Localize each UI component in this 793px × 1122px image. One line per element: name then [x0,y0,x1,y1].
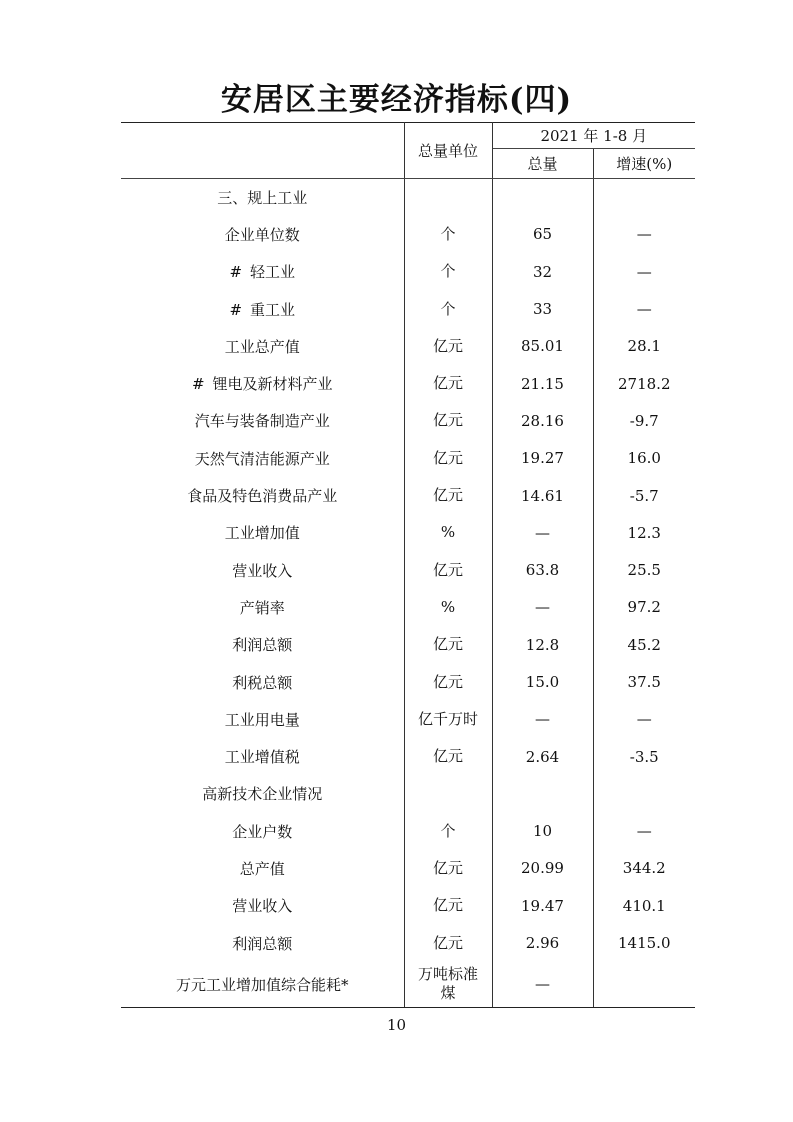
row-unit-text: % [440,523,456,542]
row-label [121,477,404,514]
row-unit-text: 亿元 [432,635,463,654]
row-growth [593,179,695,216]
row-unit-text: % [440,597,456,616]
row-label [121,290,404,327]
row-total: — [492,701,593,738]
row-label [121,962,404,1008]
row-growth [593,962,695,1008]
row-unit [404,365,492,402]
row-growth: 410.1 [622,896,666,915]
row-total: 33 [492,290,593,327]
row-growth: 45.2 [627,635,661,654]
row-label-text: 产销率 [239,598,285,617]
table-header [121,123,695,179]
table-row [121,514,695,551]
row-unit-text: 亿元 [432,560,463,579]
table-row [121,626,695,663]
table-row [121,216,695,253]
hash-marker: # [229,300,243,319]
row-label-text: 工业用电量 [224,710,300,729]
page-title: 安居区主要经济指标(四) [220,82,573,118]
table-row [121,701,695,738]
row-total: — [492,589,593,626]
table-row [121,738,695,775]
row-label-text: 工业增值税 [224,748,300,767]
row-label [121,887,404,924]
row-total [492,775,593,812]
table-body [121,179,695,1008]
row-growth: -5.7 [629,486,659,505]
hash-marker: # [229,263,243,282]
row-unit [404,402,492,439]
header-growth: 增速(%) [593,149,695,179]
table-row [121,551,695,588]
row-label-text: 企业单位数 [224,225,300,244]
table-row [121,477,695,514]
row-unit-text: 个 [440,262,456,281]
row-total: 19.27 [492,440,593,477]
row-label-text: 重工业 [250,300,296,319]
row-label [121,179,404,216]
header-unit: 总量单位 [404,123,492,179]
row-unit [404,328,492,365]
row-total: 28.16 [492,402,593,439]
header-indicator-blank [121,123,404,179]
table-row [121,962,695,1008]
row-total: 15.0 [492,663,593,700]
row-total: 12.8 [492,626,593,663]
row-total: 85.01 [492,328,593,365]
row-label-text: 营业收入 [232,897,293,916]
row-unit-text: 亿元 [432,411,463,430]
row-unit [404,514,492,551]
row-unit [404,663,492,700]
row-growth: 37.5 [627,673,661,691]
row-label-text: 营业收入 [232,561,293,580]
header-period: 2021 年 1-8 月 [492,123,695,149]
row-label [121,216,404,253]
row-unit [404,887,492,924]
row-label [121,626,404,663]
row-growth: 16.0 [627,449,661,468]
row-unit [404,179,492,216]
row-total: 21.15 [492,365,593,402]
row-unit-text: 亿元 [432,896,463,915]
page-number: 10 [386,1016,407,1034]
row-total: — [492,962,593,1008]
row-label [121,440,404,477]
row-unit [404,775,492,812]
row-growth: — [636,225,652,244]
table-row [121,775,695,812]
row-label [121,514,404,551]
row-label-text: 总产值 [239,859,285,878]
row-growth: — [636,710,652,729]
row-unit [404,216,492,253]
row-label [121,253,404,290]
row-label-text: 轻工业 [250,263,296,282]
row-unit-text: 亿元 [432,336,463,355]
row-unit-text: 亿千万时 [417,709,478,728]
row-label-text: 食品及特色消费品产业 [187,487,338,506]
row-growth: 28.1 [627,337,661,356]
row-unit [404,738,492,775]
table-row [121,290,695,327]
row-total: 14.61 [492,477,593,514]
row-total: 2.96 [492,924,593,961]
table-row [121,440,695,477]
row-unit-text: 亿元 [432,486,463,505]
header-total: 总量 [492,149,593,179]
row-unit-text: 亿元 [432,672,463,691]
row-growth: — [636,822,652,841]
row-growth: 12.3 [627,523,661,542]
row-unit [404,253,492,290]
row-unit [404,626,492,663]
row-unit [404,440,492,477]
row-total: — [492,514,593,551]
row-label-text: 锂电及新材料产业 [212,375,333,394]
row-growth: 344.2 [622,859,666,878]
row-total: 10 [492,813,593,850]
table-row [121,589,695,626]
row-total [492,179,593,216]
row-label-text: 利税总额 [232,673,293,692]
row-unit-text: 个 [440,224,456,243]
table-row [121,663,695,700]
row-label-text: 工业总产值 [224,337,300,356]
table-row [121,328,695,365]
row-label-text: 利润总额 [232,636,293,655]
table-row [121,365,695,402]
table-row [121,924,695,961]
row-label-text: 工业增加值 [224,524,300,543]
row-unit-text: 个 [440,821,456,840]
row-total: 63.8 [492,551,593,588]
row-unit [404,290,492,327]
row-growth: 97.2 [627,598,661,617]
row-label [121,813,404,850]
row-label-text: 三、规上工业 [217,188,308,207]
row-growth: — [636,262,652,281]
row-unit-text: 亿元 [432,448,463,467]
row-label [121,924,404,961]
row-unit [404,477,492,514]
row-unit-text: 亿元 [432,858,463,877]
row-label [121,551,404,588]
row-unit [404,551,492,588]
table-row [121,402,695,439]
row-unit [404,813,492,850]
row-growth: -9.7 [629,411,659,430]
row-total: 65 [492,216,593,253]
row-growth: 25.5 [627,561,661,580]
row-total: 32 [492,253,593,290]
table-row [121,813,695,850]
row-unit [404,850,492,887]
table-row [121,850,695,887]
row-label [121,775,404,812]
row-unit-text: 亿元 [432,933,463,952]
hash-marker: # [191,375,205,394]
row-growth: 2718.2 [618,374,671,393]
row-unit [404,589,492,626]
row-total: 2.64 [492,738,593,775]
row-label-text: 万元工业增加值综合能耗* [175,975,349,994]
row-growth: -3.5 [629,747,659,766]
row-label [121,402,404,439]
table-row [121,179,695,216]
table-row [121,887,695,924]
row-label [121,365,404,402]
row-unit-text: 亿元 [432,747,463,766]
row-label-text: 利润总额 [232,934,293,953]
row-growth [593,775,695,812]
row-unit-text: 亿元 [432,374,463,393]
row-total: 19.47 [492,887,593,924]
row-total: 20.99 [492,850,593,887]
row-growth: 1415.0 [618,934,671,953]
row-label [121,663,404,700]
indicators-table [121,122,695,1008]
row-unit [404,924,492,961]
row-label-text: 企业户数 [232,822,293,841]
row-unit-text: 万吨标准煤 [417,965,478,1003]
table-row [121,253,695,290]
row-unit [404,962,492,1008]
row-label [121,850,404,887]
row-label [121,738,404,775]
row-label [121,701,404,738]
row-label [121,328,404,365]
row-label-text: 汽车与装备制造产业 [194,412,330,431]
row-growth: — [636,300,652,319]
row-label-text: 高新技术企业情况 [202,785,323,804]
row-label [121,589,404,626]
row-unit [404,701,492,738]
row-label-text: 天然气清洁能源产业 [194,449,330,468]
row-unit-text: 个 [440,299,456,318]
